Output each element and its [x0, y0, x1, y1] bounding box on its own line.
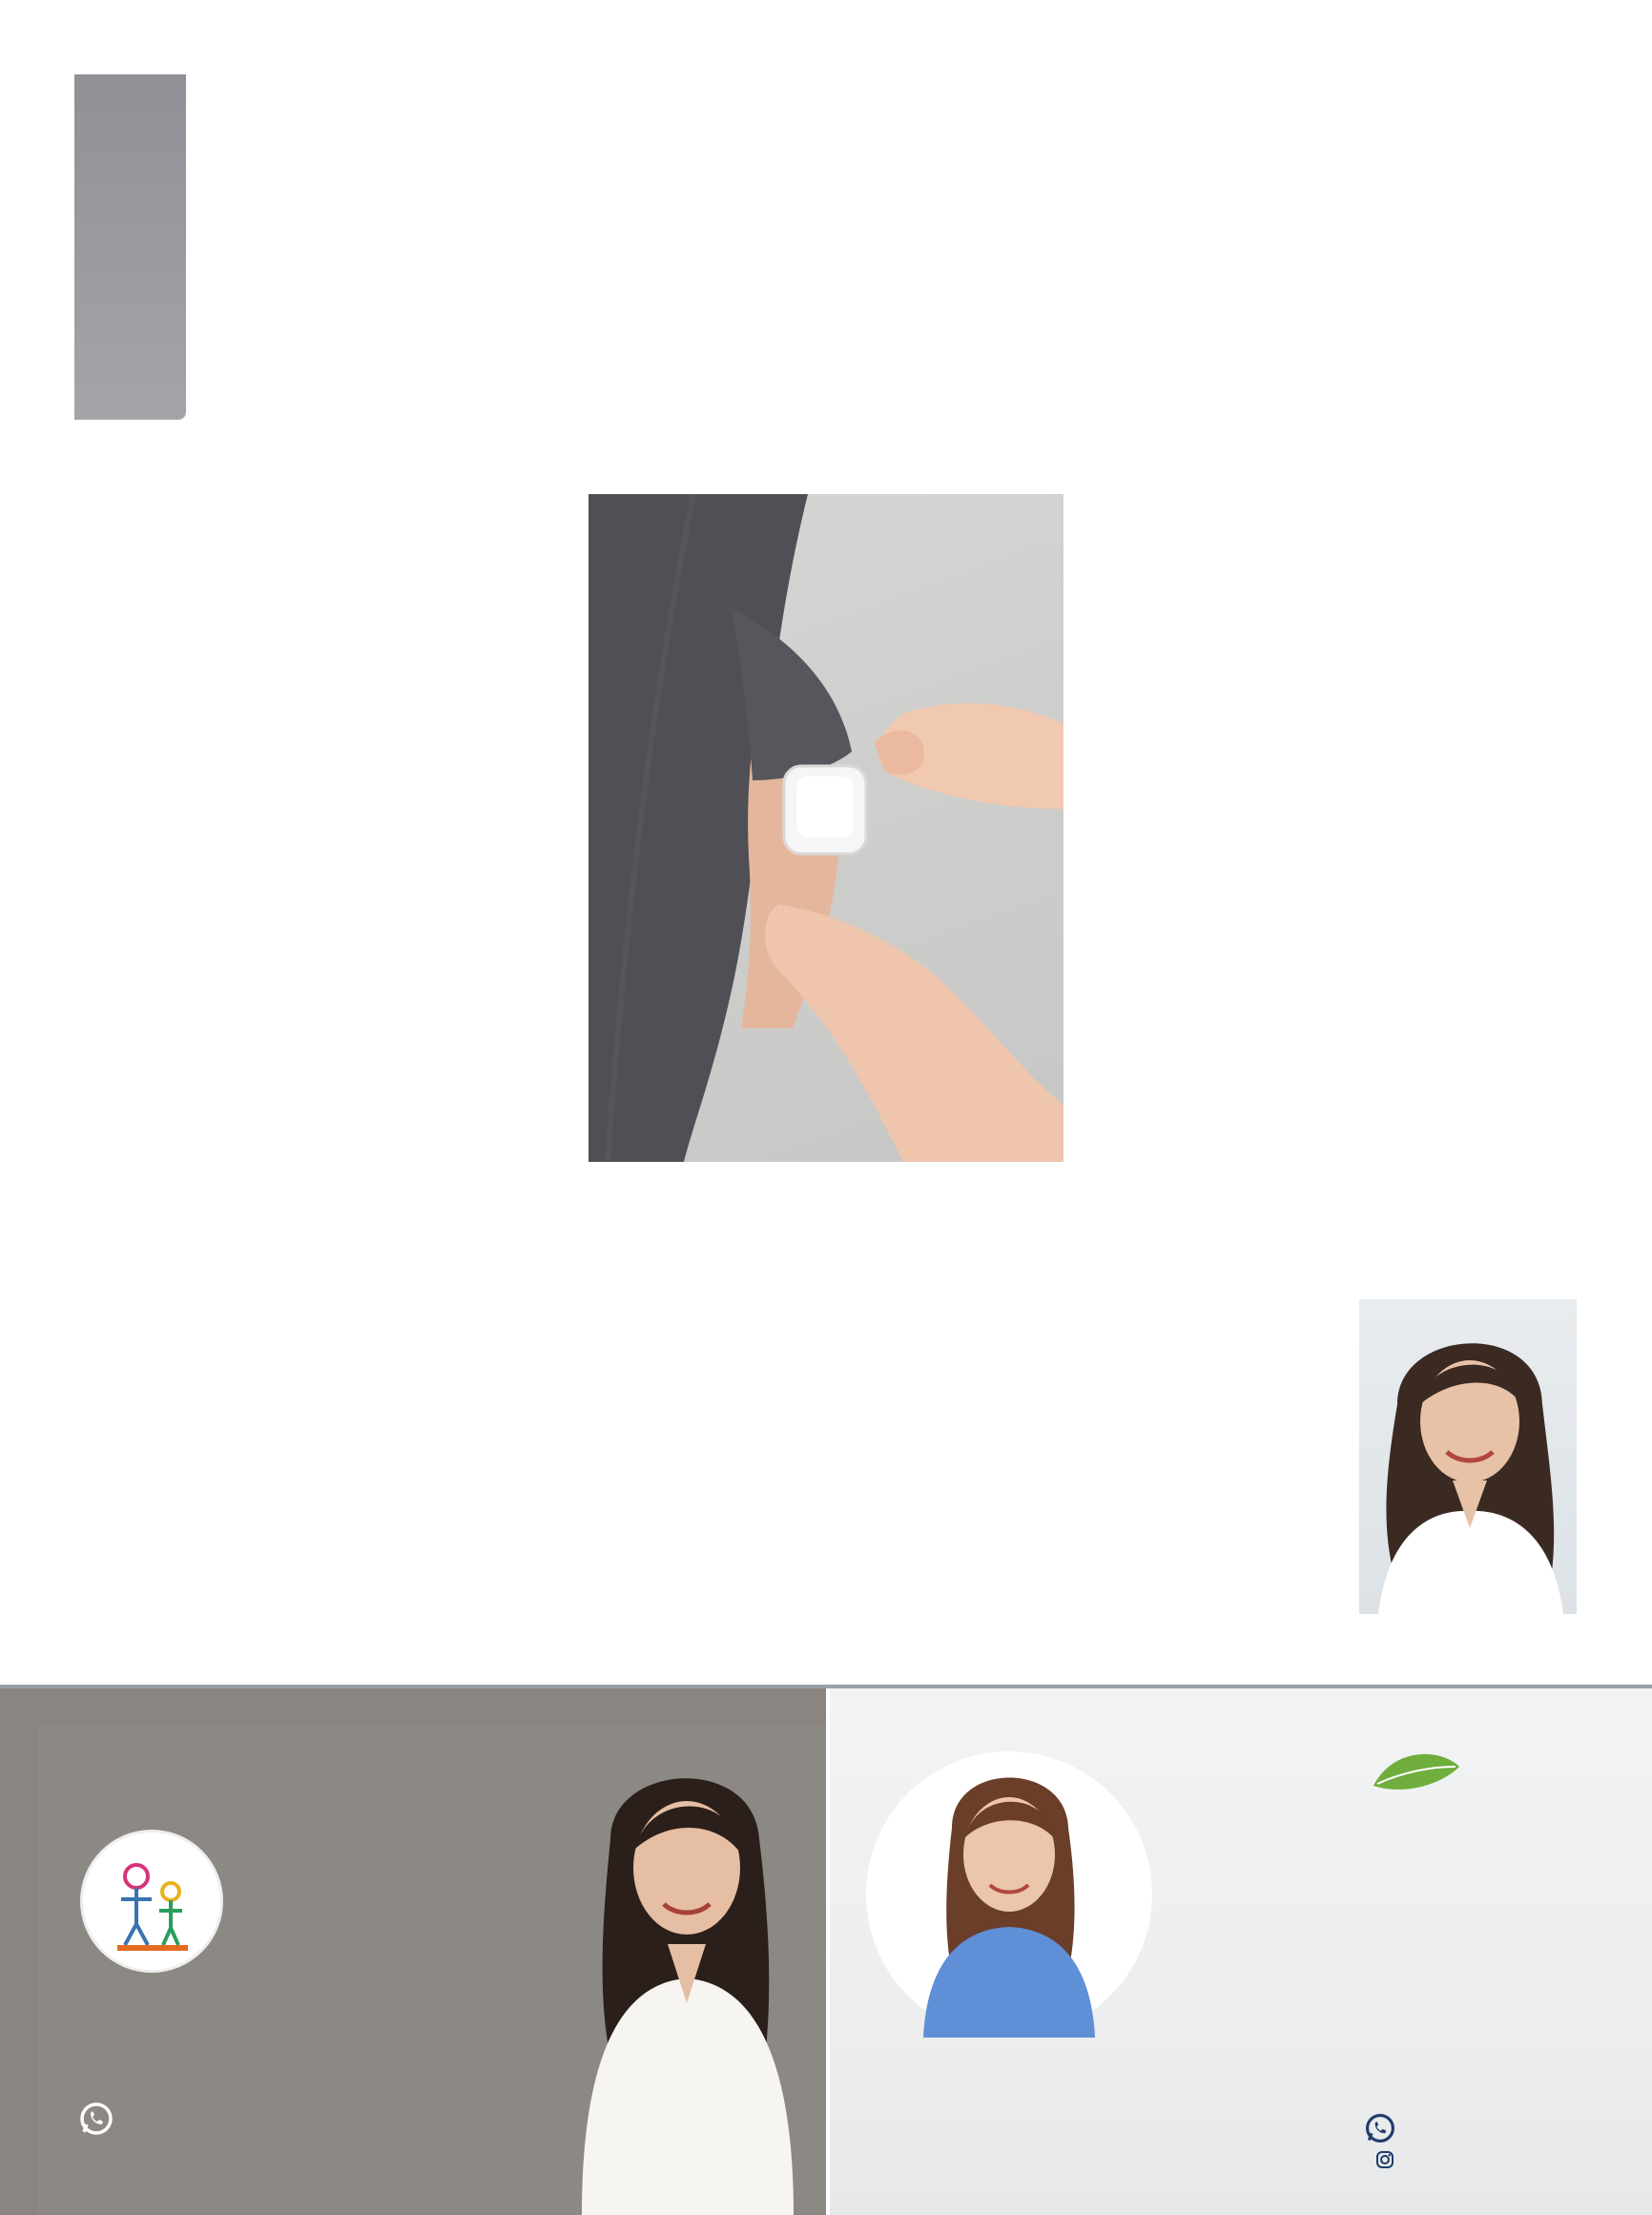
- instagram-icon: [1375, 2150, 1394, 2169]
- patch-on-arm-illustration: [589, 494, 1063, 1162]
- ad-endocrinologist: [0, 1688, 826, 2215]
- column-middle: [588, 1194, 1064, 1221]
- ad-doctor-portrait: [544, 1753, 826, 2215]
- ad-phone-row: [78, 2101, 122, 2137]
- color-stripes-top: [0, 1688, 826, 1725]
- author-photo: [1359, 1299, 1577, 1614]
- kids-logo-icon: [83, 1832, 220, 1970]
- whatsapp-icon: [78, 2101, 114, 2137]
- color-stripes-left: [0, 1725, 38, 2215]
- column-left: [74, 493, 551, 520]
- ad-right-phone-row: [1364, 2112, 1406, 2144]
- ad-instagram-row: [1375, 2150, 1400, 2169]
- leaf-logo-icon: [1364, 1738, 1469, 1795]
- ad-portrait-circle: [866, 1751, 1152, 2038]
- article-photo: [589, 494, 1063, 1162]
- clinic-logo: [80, 1830, 223, 1973]
- section-tab: [74, 74, 186, 420]
- author-portrait-illustration: [1359, 1299, 1577, 1614]
- nutritionist-portrait: [866, 1751, 1152, 2038]
- ad-nutritionist: [830, 1688, 1652, 2215]
- whatsapp-icon: [1364, 2112, 1396, 2144]
- column-right: [1103, 493, 1580, 518]
- ad-left-panel: [38, 1725, 826, 2215]
